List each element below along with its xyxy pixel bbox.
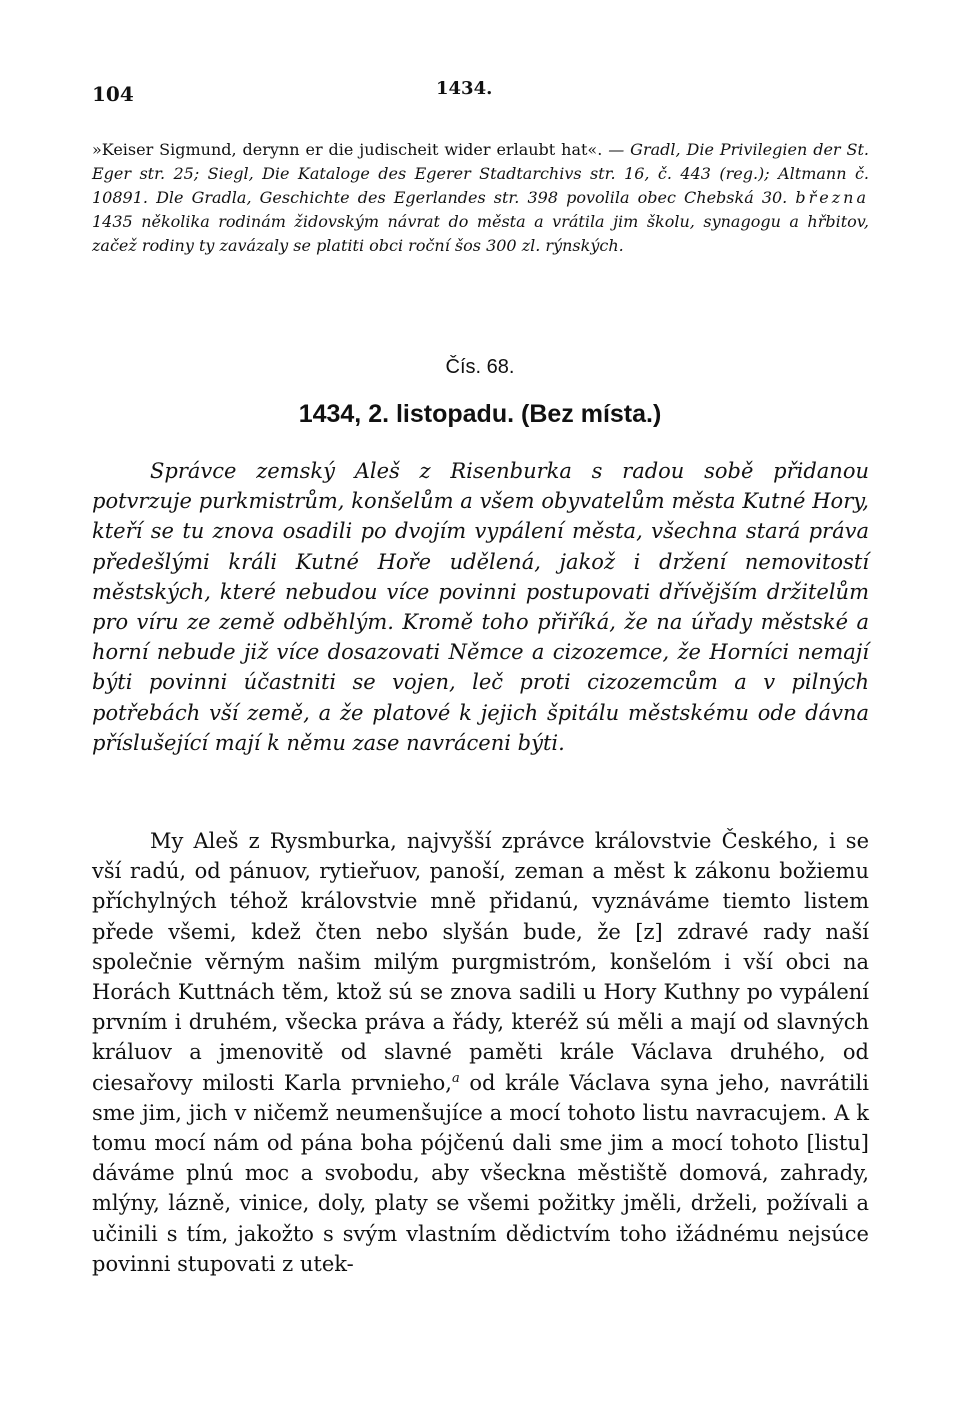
charter-text-part-2: od krále Václava syna jeho, navrátili sme jim, jich v ničemž neumenšujíce a mocí tohoto listu navracujem. A k tomu mocí nám od pána boha pójčenú dali sme jim a mocí tohoto [listu] dáváme plnú moc a svobodu, aby všeckna městiště domová, zahrady, mlýny, lázně, vinice, doly, platy se všemi požitky jměli, drželi, požívali a učinili s tím, jakožto s svým vlastním dědictvím toho ižádnému nejsúce povinni stupovati z utek- [92, 1070, 869, 1276]
footnote-marker: a [451, 1070, 460, 1086]
page-number: 104 [92, 82, 134, 106]
document-date-place: 1434, 2. listopadu. (Bez místa.) [298, 400, 662, 428]
charter-text-part-1: My Aleš z Rysmburka, najvyšší zprávce královstvie Českého, i se vší radú, od pánuov, rytieřuov, panoší, zeman a měst k zákonu božiemu příchylných téhož královstvie mně přidanú, vyznáváme tiemto listem přede všemi, kdež čten nebo slyšán bude, že [z] zdravé rady naší společnie věrným našim milým purgmistróm, konšelóm i vší obci na Horách Kuttnách těm, ktož sú se znova sadili u Hory Kuthny po vypálení prvním i druhém, všecka práva a řády, kteréž sú měli a mají od slavných králuov a jmenovitě od slavné paměti krále Václava druhého, od ciesařovy milosti Karla prvnieho, [92, 829, 869, 1095]
footnote-quote: »Keiser Sigmund, derynn er die judischeit wider erlaubt hat«. [92, 140, 603, 159]
footnote [92, 138, 869, 258]
footnote-text-2: 1435 několika rodinám židovským návrat do města a vrátila jim školu, synagogu a hřbitov, začež rodiny ty zavázaly se platiti obci roční šos 300 zl. rýnských. [92, 212, 869, 255]
document-number: Čís. 68. [445, 356, 515, 378]
charter-text [92, 826, 869, 1279]
footnote-spaced-date: března [795, 188, 869, 207]
regest-paragraph: Správce zemský Aleš z Risenburka s radou sobě přidanou potvrzuje purkmistrům, konšelům a všem obyvatelům města Kutné Hory, kteří se tu znova osadili po dvojím vypálení města, všechna stará práva předešlými králi Kutné Hoře udělená, jakož i držení nemovitostí městských, které nebudou více povinni postupovati dřívějším držitelům pro víru ze země odběhlým. Kromě toho přiříká, že na úřady městské a horní nebude již více dosazovati Němce a cizozemce, že Horníci nemají býti povinni účastniti se vojen, leč proti cizozemcům a v pilných potřebách vší země, a že platové k jejich špitálu městskému ode dávna příslušející mají k němu zase navráceni býti. [92, 459, 869, 755]
footnote-text-1: — Gradl, Die Privilegien der St. Eger str. 25; Siegl, Die Kataloge des Egerer Stadtarchivs str. 16, č. 443 (reg.); Altmann č. 10891. Dle Gradla, Geschichte des Egerlandes str. 398 povolila obec Chebská 30. [92, 140, 869, 207]
running-head: 1434. [436, 78, 493, 99]
